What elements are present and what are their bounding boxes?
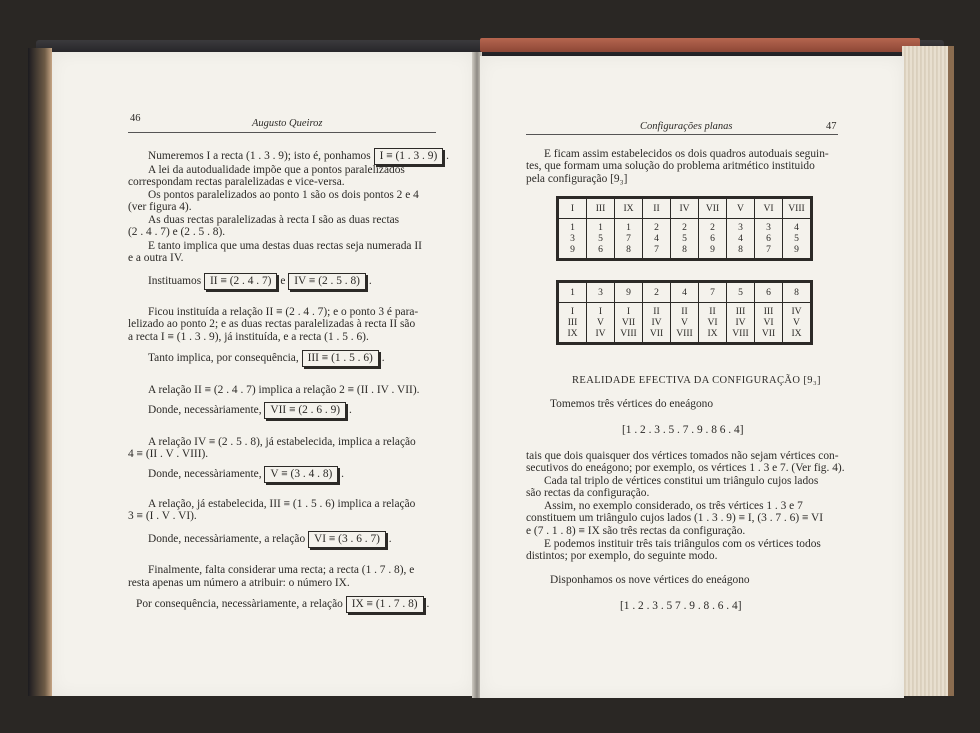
table-cell: 1 [559, 283, 587, 303]
table-cell: I III IX [559, 303, 587, 343]
left-line: Donde, necessàriamente, VII ≡ (2 . 6 . 9) . [148, 402, 352, 419]
right-line: tais que dois quaisquer dos vértices tomados não sejam vértices con- [526, 450, 839, 462]
table-cell: 1 7 8 [615, 219, 643, 259]
right-running-header: Configurações planas [640, 121, 733, 132]
left-page-number: 46 [130, 113, 141, 124]
box-relation-I: I ≡ (1 . 3 . 9) [374, 148, 444, 165]
left-line: 3 ≡ (I . V . VI). [128, 510, 197, 522]
table-cell: 6 [755, 283, 783, 303]
table-cell: III VI VII [755, 303, 783, 343]
left-line: A lei da autodualidade impõe que a pontos paralelizados [148, 164, 405, 176]
left-line: Donde, necessàriamente, a relação VI ≡ (3 . 6 . 7) . [148, 531, 392, 548]
left-line: (2 . 4 . 7) e (2 . 5 . 8). [128, 226, 226, 238]
right-line: Assim, no exemplo considerado, os três vértices 1 . 3 e 7 [544, 500, 803, 512]
table-cell: II [643, 199, 671, 219]
left-line: Por consequência, necessàriamente, a relação IX ≡ (1 . 7 . 8) . [136, 596, 429, 613]
table-cell: IV [671, 199, 699, 219]
right-line: são rectas da configuração. [526, 487, 650, 499]
right-intro-line: tes, que formam uma solução do problema aritmético instituido [526, 160, 815, 172]
left-running-header: Augusto Queiroz [252, 118, 323, 129]
left-line: A relação II ≡ (2 . 4 . 7) implica a relação 2 ≡ (II . IV . VII). [148, 384, 420, 396]
table-cell: IV V IX [783, 303, 811, 343]
section-title: REALIDADE EFECTIVA DA CONFIGURAÇÃO [9₃] [572, 375, 821, 386]
box-relation-II: II ≡ (2 . 4 . 7) [204, 273, 277, 290]
table-cell: II IV VII [643, 303, 671, 343]
right-line: Disponhamos os nove vértices do eneágono [550, 574, 750, 586]
table-cell: 5 [727, 283, 755, 303]
left-line: Numeremos I a recta (1 . 3 . 9); isto é, ponhamos I ≡ (1 . 3 . 9) . [148, 148, 449, 165]
right-intro-line: E ficam assim estabelecidos os dois quadros autoduais seguin- [544, 148, 829, 160]
left-line: Finalmente, falta considerar uma recta; a recta (1 . 7 . 8), e [148, 564, 415, 576]
left-line: (ver figura 4). [128, 201, 192, 213]
box-relation-V: V ≡ (3 . 4 . 8) [264, 466, 338, 483]
table-row [559, 199, 811, 219]
left-line: correspondam rectas paralelizadas e vice-versa. [128, 176, 345, 188]
table-cell: 2 5 8 [671, 219, 699, 259]
table-row [559, 219, 811, 259]
incidence-table-pontos [558, 282, 811, 343]
table-cell: 8 [783, 283, 811, 303]
right-line: constituem um triângulo cujos lados (1 . 3 . 9) ≡ I, (3 . 7 . 6) ≡ VI [526, 512, 824, 524]
right-intro-line: pela configuração [9₃] [526, 173, 628, 185]
box-relation-III: III ≡ (1 . 5 . 6) [302, 350, 379, 367]
table-cell: V [727, 199, 755, 219]
right-page-stack [902, 46, 954, 696]
right-page-number: 47 [826, 121, 837, 132]
table-cell: 2 [643, 283, 671, 303]
table-cell: II VI IX [699, 303, 727, 343]
table-cell: 3 4 8 [727, 219, 755, 259]
right-line: distintos; por exemplo, do seguinte modo. [526, 550, 718, 562]
right-line: secutivos do eneágono; por exemplo, os vértices 1 . 3 e 7. (Ver fig. 4). [526, 462, 845, 474]
table-cell: I VII VIII [615, 303, 643, 343]
table-cell: III IV VIII [727, 303, 755, 343]
table-cell: 9 [615, 283, 643, 303]
table-cell: I [559, 199, 587, 219]
left-line: Donde, necessàriamente, V ≡ (3 . 4 . 8) . [148, 466, 344, 483]
left-line: A relação, já estabelecida, III ≡ (1 . 5 . 6) implica a relação [148, 498, 416, 510]
table-cell: 3 6 7 [755, 219, 783, 259]
left-line: e a outra IV. [128, 252, 184, 264]
left-line: Ficou instituída a relação II ≡ (2 . 4 . 7); e o ponto 3 é para- [148, 306, 419, 318]
right-line: Cada tal triplo de vértices constitui um triângulo cujos lados [544, 475, 819, 487]
table-cell: 2 6 9 [699, 219, 727, 259]
table-cell: 2 4 7 [643, 219, 671, 259]
right-header-rule [526, 134, 838, 135]
left-line-instituamos: Instituamos II ≡ (2 . 4 . 7) e IV ≡ (2 . 5 . 8) . [148, 273, 372, 290]
incidence-table-rectas [558, 198, 811, 259]
table-row [559, 303, 811, 343]
eneagono-sequence-2: [1 . 2 . 3 . 5 7 . 9 . 8 . 6 . 4] [620, 600, 742, 612]
table-cell: VI [755, 199, 783, 219]
right-line: e (7 . 1 . 8) ≡ IX são três rectas da configuração. [526, 525, 746, 537]
table-cell: VII [699, 199, 727, 219]
left-page [52, 52, 474, 696]
left-line: Tanto implica, por consequência, III ≡ (1 . 5 . 6) . [148, 350, 385, 367]
right-line: E podemos instituir três tais triângulos com os vértices todos [544, 538, 821, 550]
left-line: Os pontos paralelizados ao ponto 1 são os dois pontos 2 e 4 [148, 189, 419, 201]
box-relation-IX: IX ≡ (1 . 7 . 8) [346, 596, 424, 613]
table-cell: II V VIII [671, 303, 699, 343]
table-cell: 4 [671, 283, 699, 303]
table-cell: IX [615, 199, 643, 219]
table-row [559, 283, 811, 303]
table-cell: III [587, 199, 615, 219]
page-stack-red-edge [480, 38, 920, 52]
table-cell: 4 5 9 [783, 219, 811, 259]
table-cell: VIII [783, 199, 811, 219]
eneagono-sequence-1: [1 . 2 . 3 . 5 . 7 . 9 . 8 6 . 4] [622, 424, 744, 436]
right-line: Tomemos três vértices do eneágono [550, 398, 714, 410]
box-relation-VII: VII ≡ (2 . 6 . 9) [264, 402, 346, 419]
table-cell: 1 3 9 [559, 219, 587, 259]
left-line: a recta I ≡ (1 . 3 . 9), já instituída, e a recta (1 . 5 . 6). [128, 331, 369, 343]
table-cell: 7 [699, 283, 727, 303]
left-line: lelizado ao ponto 2; e as duas rectas paralelizadas à recta II são [128, 318, 416, 330]
left-cover-edge [28, 48, 52, 696]
left-line: resta apenas um número a atribuir: o número IX. [128, 577, 350, 589]
right-page [480, 56, 904, 698]
left-line: E tanto implica que uma destas duas rectas seja numerada II [148, 240, 422, 252]
left-line: A relação IV ≡ (2 . 5 . 8), já estabelecida, implica a relação [148, 436, 416, 448]
table-cell: 1 5 6 [587, 219, 615, 259]
left-line: As duas rectas paralelizadas à recta I são as duas rectas [148, 214, 400, 226]
table-cell: 3 [587, 283, 615, 303]
box-relation-VI: VI ≡ (3 . 6 . 7) [308, 531, 386, 548]
box-relation-IV: IV ≡ (2 . 5 . 8) [288, 273, 366, 290]
left-header-rule [128, 132, 436, 133]
table-cell: I V IV [587, 303, 615, 343]
left-line: 4 ≡ (II . V . VIII). [128, 448, 209, 460]
